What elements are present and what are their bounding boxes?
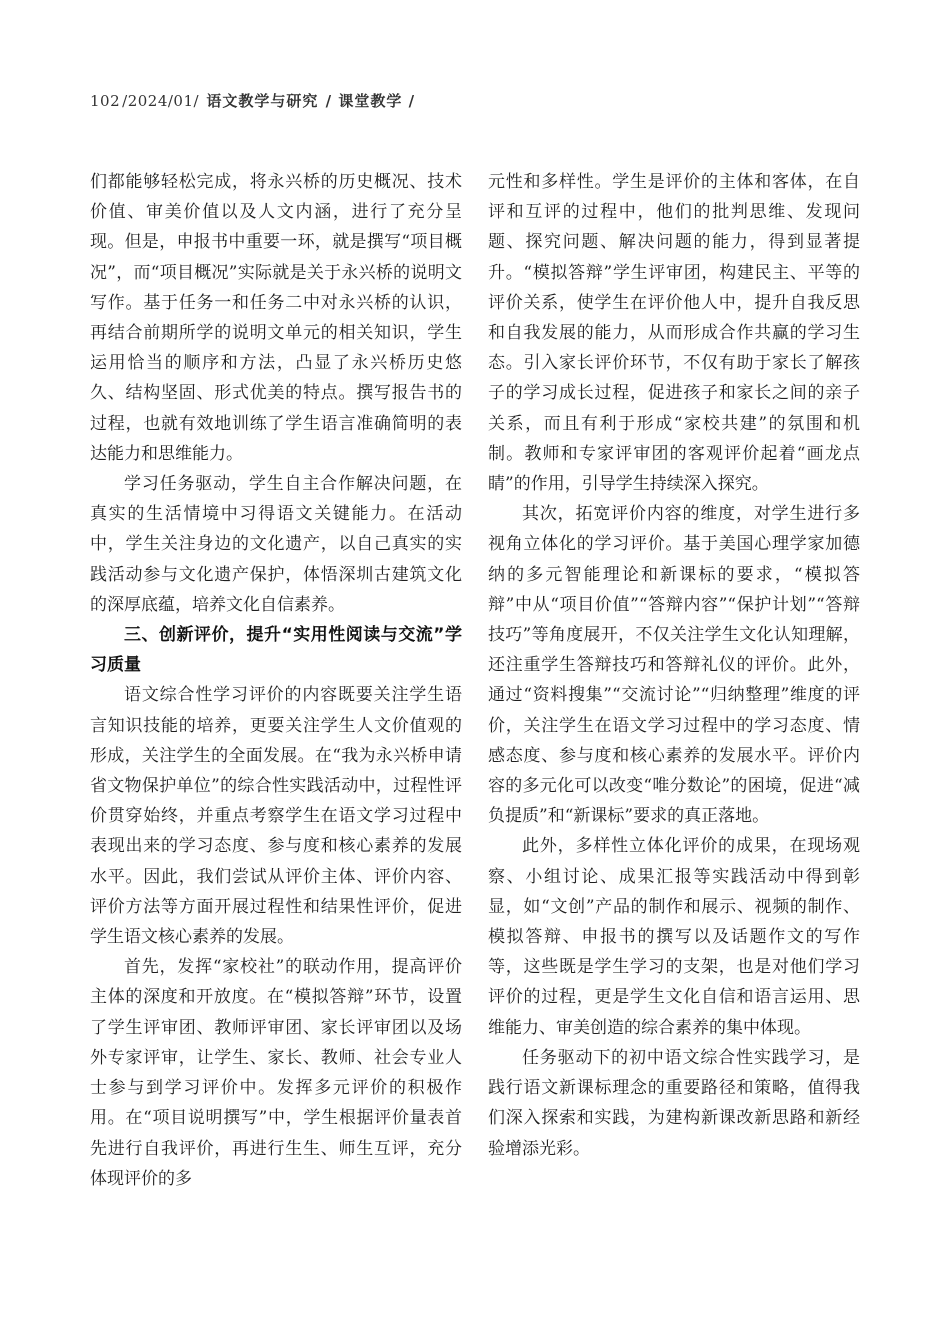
left-column [90,167,462,1194]
right-paragraph-3: 此外，多样性立体化评价的成果，在现场观察、小组讨论、成果汇报等实践活动中得到彰显，如“文创”产品的制作和展示、视频的制作、模拟答辩、申报书的撰写以及话题作文的写作等，这些既是学生学习的支架，也是对他们学习评价的过程，更是学生文化自信和语言运用、思维能力、审美创造的综合素养的集中体现。 [488,836,860,1038]
left-paragraph-2: 学习任务驱动，学生自主合作解决问题，在真实的生活情境中习得语文关键能力。在活动中，学生关注身边的文化遗产，以自己真实的实践活动参与文化遗产保护，体悟深圳古建筑文化的深厚底蕴，培养文化自信素养。 [90,474,462,615]
year-issue: /2024/01/ [122,92,200,110]
right-column [488,167,860,1164]
left-paragraph-4: 首先，发挥“家校社”的联动作用，提高评价主体的深度和开放度。在“模拟答辩”环节，设置了学生评审团、教师评审团、家长评审团以及场外专家评审，让学生、家长、教师、社会专业人士参与到学习评价中。发挥多元评价的积极作用。在“项目说明撰写”中，学生根据评价量表首先进行自我评价，再进行生生、师生互评，充分体现评价的多 [90,957,462,1189]
section-heading-3: 三、创新评价，提升“实用性阅读与交流”学习质量 [90,625,462,676]
left-paragraph-3: 语文综合性学习评价的内容既要关注学生语言知识技能的培养，更要关注学生人文价值观的形成，关注学生的全面发展。在“我为永兴桥申请省文物保护单位”的综合性实践活动中，过程性评价贯穿始终，并重点考察学生在语文学习过程中表现出来的学习态度、参与度和核心素养的发展水平。因此，我们尝试从评价主体、评价内容、评价方法等方面开展过程性和结果性评价，促进学生语文核心素养的发展。 [90,685,462,948]
left-paragraph-1: 们都能够轻松完成，将永兴桥的历史概况、技术价值、审美价值以及人文内涵，进行了充分呈现。但是，申报书中重要一环，就是撰写“项目概况”，而“项目概况”实际就是关于永兴桥的说明文写作。基于任务一和任务二中对永兴桥的认识，再结合前期所学的说明文单元的相关知识，学生运用恰当的顺序和方法，凸显了永兴桥历史悠久、结构坚固、形式优美的特点。撰写报告书的过程，也就有效地训练了学生语言准确简明的表达能力和思维能力。 [90,172,462,464]
running-header [90,90,417,111]
section-label: / 课堂教学 / [325,92,416,110]
page-number: 102 [90,92,121,110]
right-paragraph-2: 其次，拓宽评价内容的维度，对学生进行多视角立体化的学习评价。基于美国心理学家加德纳的多元智能理论和新课标的要求，“模拟答辩”中从“项目价值”“答辩内容”“保护计划”“答辩技巧”等角度展开，不仅关注学生文化认知理解，还注重学生答辩技巧和答辩礼仪的评价。此外，通过“资料搜集”“交流讨论”“归纳整理”维度的评价，关注学生在语文学习过程中的学习态度、情感态度、参与度和核心素养的发展水平。评价内容的多元化可以改变“唯分数论”的困境，促进“减负提质”和“新课标”要求的真正落地。 [488,504,860,827]
right-paragraph-4: 任务驱动下的初中语文综合性实践学习，是践行语文新课标理念的重要路径和策略，值得我们深入探索和实践，为建构新课改新思路和新经验增添光彩。 [488,1047,860,1159]
journal-title: 语文教学与研究 [206,92,319,110]
right-paragraph-1: 元性和多样性。学生是评价的主体和客体，在自评和互评的过程中，他们的批判思维、发现问题、探究问题、解决问题的能力，得到显著提升。“模拟答辩”学生评审团，构建民主、平等的评价关系，使学生在评价他人中，提升自我反思和自我发展的能力，从而形成合作共赢的学习生态。引入家长评价环节，不仅有助于家长了解孩子的学习成长过程，促进孩子和家长之间的亲子关系，而且有利于形成“家校共建”的氛围和机制。教师和专家评审团的客观评价起着“画龙点睛”的作用，引导学生持续深入探究。 [488,172,860,495]
